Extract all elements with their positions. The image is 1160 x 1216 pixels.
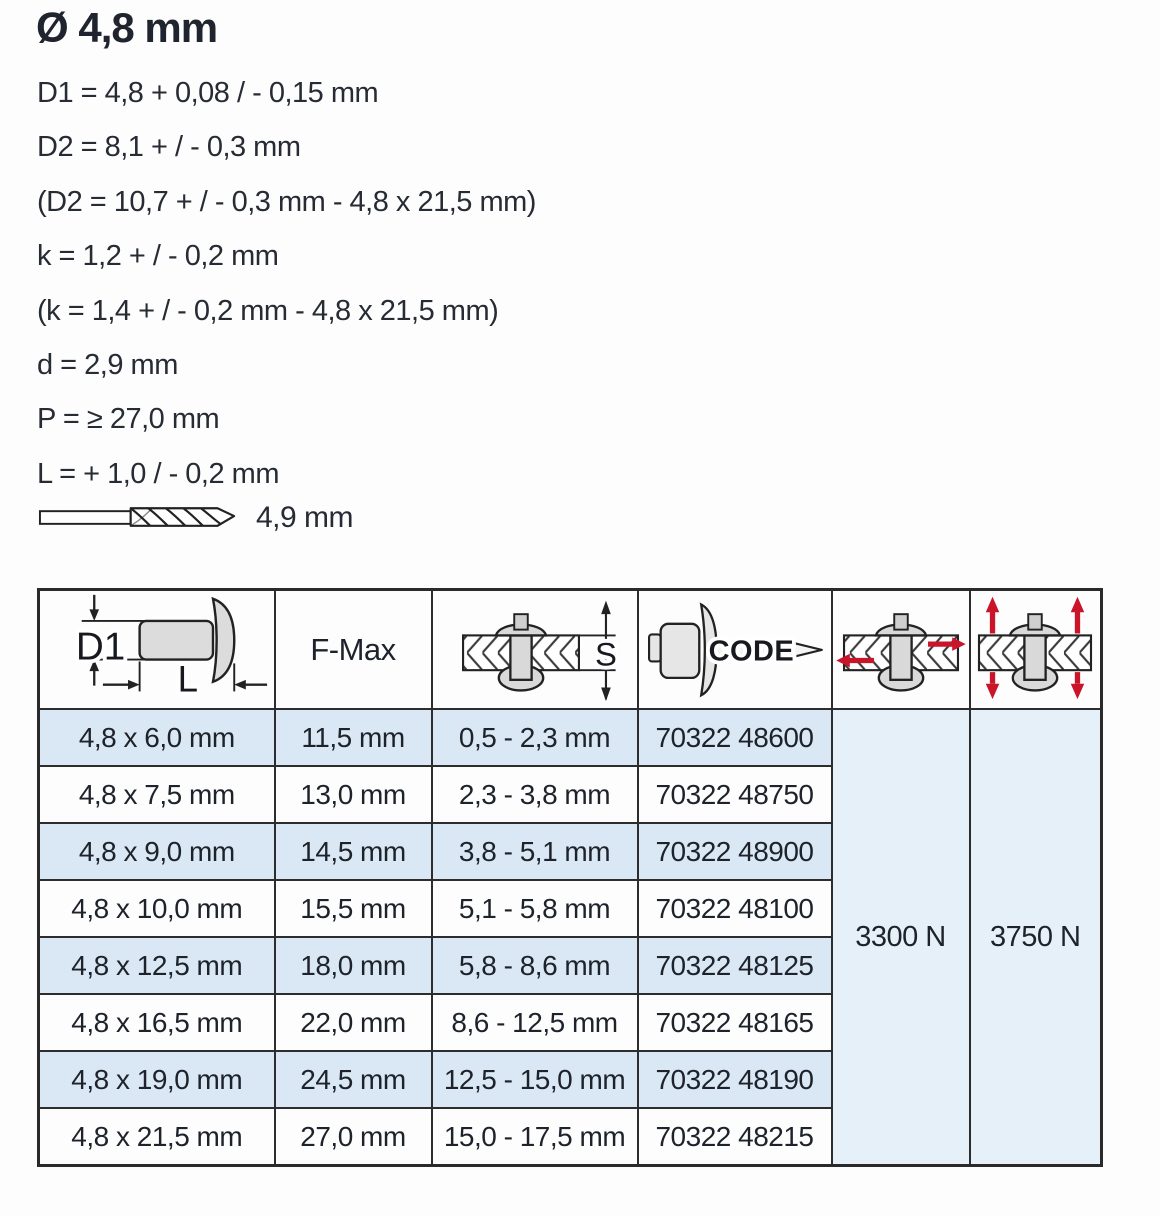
spec-line: D1 = 4,8 + 0,08 / - 0,15 mm xyxy=(37,77,379,109)
size-cell: 4,8 x 21,5 mm xyxy=(39,1108,275,1166)
grip-cell: 12,5 - 15,0 mm xyxy=(432,1051,638,1108)
code-cell: 70322 48215 xyxy=(638,1108,832,1166)
grip-label-s: S xyxy=(594,635,617,673)
drill-bit-icon xyxy=(38,502,238,534)
column-header-fmax: F-Max xyxy=(275,590,432,710)
spec-line: (D2 = 10,7 + / - 0,3 mm - 4,8 x 21,5 mm) xyxy=(37,185,536,218)
grip-range-icon xyxy=(434,591,636,703)
code-cell: 70322 48100 xyxy=(638,880,832,937)
column-header-grip-range xyxy=(432,590,638,710)
spec-line: k = 1,2 + / - 0,2 mm xyxy=(37,240,279,273)
grip-cell: 3,8 - 5,1 mm xyxy=(432,823,638,880)
fmax-cell: 24,5 mm xyxy=(275,1051,432,1108)
rivet-dimension-icon xyxy=(41,591,273,703)
spec-list xyxy=(37,66,536,501)
code-cell: 70322 48165 xyxy=(638,994,832,1051)
fmax-cell: 22,0 mm xyxy=(275,994,432,1051)
fmax-cell: 11,5 mm xyxy=(275,709,432,766)
code-cell: 70322 48750 xyxy=(638,766,832,823)
spec-line: D2 = 8,1 + / - 0,3 mm xyxy=(37,131,301,164)
drill-diameter-label: 4,9 mm xyxy=(256,501,354,534)
fmax-cell: 18,0 mm xyxy=(275,937,432,994)
size-cell: 4,8 x 6,0 mm xyxy=(39,709,275,766)
fmax-cell: 15,5 mm xyxy=(275,880,432,937)
spec-line: L = + 1,0 / - 0,2 mm xyxy=(37,457,279,490)
rivet-spec-table xyxy=(37,588,1103,1167)
size-cell: 4,8 x 12,5 mm xyxy=(39,937,275,994)
spec-line: d = 2,9 mm xyxy=(37,349,178,382)
rivet-code-icon xyxy=(640,591,830,703)
size-cell: 4,8 x 7,5 mm xyxy=(39,766,275,823)
spec-line: P = ≥ 27,0 mm xyxy=(37,403,220,436)
code-cell: 70322 48190 xyxy=(638,1051,832,1108)
table-row xyxy=(39,709,1102,766)
dim-label-l: L xyxy=(177,658,198,700)
page-title: Ø 4,8 mm xyxy=(36,4,218,51)
fmax-cell: 27,0 mm xyxy=(275,1108,432,1166)
grip-cell: 0,5 - 2,3 mm xyxy=(432,709,638,766)
code-cell: 70322 48600 xyxy=(638,709,832,766)
size-cell: 4,8 x 16,5 mm xyxy=(39,994,275,1051)
shear-strength-icon xyxy=(834,591,968,703)
tensile-strength-value: 3750 N xyxy=(970,709,1102,1166)
size-cell: 4,8 x 9,0 mm xyxy=(39,823,275,880)
code-cell: 70322 48900 xyxy=(638,823,832,880)
size-cell: 4,8 x 10,0 mm xyxy=(39,880,275,937)
grip-cell: 2,3 - 3,8 mm xyxy=(432,766,638,823)
grip-cell: 5,1 - 5,8 mm xyxy=(432,880,638,937)
drill-diameter-row xyxy=(38,501,353,535)
fmax-cell: 14,5 mm xyxy=(275,823,432,880)
shear-strength-value: 3300 N xyxy=(832,709,970,1166)
code-label: CODE xyxy=(708,635,794,668)
grip-cell: 15,0 - 17,5 mm xyxy=(432,1108,638,1166)
grip-cell: 5,8 - 8,6 mm xyxy=(432,937,638,994)
code-cell: 70322 48125 xyxy=(638,937,832,994)
size-cell: 4,8 x 19,0 mm xyxy=(39,1051,275,1108)
column-header-shear-strength xyxy=(832,590,970,710)
spec-line: (k = 1,4 + / - 0,2 mm - 4,8 x 21,5 mm) xyxy=(37,294,499,327)
column-header-dimensions xyxy=(39,590,275,710)
column-header-code xyxy=(638,590,832,710)
tensile-strength-icon xyxy=(971,591,1099,703)
fmax-cell: 13,0 mm xyxy=(275,766,432,823)
header-row xyxy=(39,590,1102,710)
dim-label-d1: D1 xyxy=(75,625,126,669)
column-header-tensile-strength xyxy=(970,590,1102,710)
grip-cell: 8,6 - 12,5 mm xyxy=(432,994,638,1051)
